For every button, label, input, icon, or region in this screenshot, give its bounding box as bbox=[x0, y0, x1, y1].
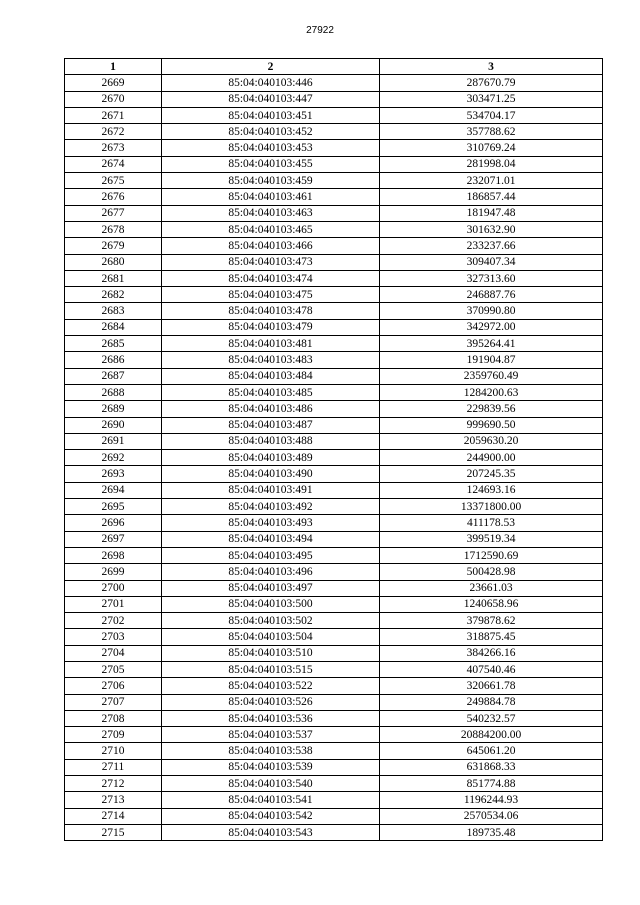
value-cell: 500428.98 bbox=[380, 564, 603, 580]
cadastral-number-cell: 85:04:040103:452 bbox=[162, 124, 380, 140]
table-row bbox=[65, 336, 603, 352]
row-number-cell: 2681 bbox=[65, 270, 162, 286]
row-number-cell: 2696 bbox=[65, 515, 162, 531]
table-header-row bbox=[65, 59, 603, 75]
row-number-cell: 2704 bbox=[65, 645, 162, 661]
table-row bbox=[65, 254, 603, 270]
table-row bbox=[65, 824, 603, 840]
column-header-2: 2 bbox=[162, 59, 380, 75]
cadastral-number-cell: 85:04:040103:543 bbox=[162, 824, 380, 840]
row-number-cell: 2698 bbox=[65, 547, 162, 563]
cadastral-number-cell: 85:04:040103:485 bbox=[162, 384, 380, 400]
table-row bbox=[65, 91, 603, 107]
table-body bbox=[65, 75, 603, 841]
value-cell: 310769.24 bbox=[380, 140, 603, 156]
cadastral-number-cell: 85:04:040103:541 bbox=[162, 792, 380, 808]
table-row bbox=[65, 221, 603, 237]
row-number-cell: 2692 bbox=[65, 450, 162, 466]
value-cell: 318875.45 bbox=[380, 629, 603, 645]
table-row bbox=[65, 580, 603, 596]
table-row bbox=[65, 75, 603, 91]
data-table bbox=[64, 58, 603, 841]
row-number-cell: 2687 bbox=[65, 368, 162, 384]
table-row bbox=[65, 352, 603, 368]
cadastral-number-cell: 85:04:040103:466 bbox=[162, 238, 380, 254]
table-row bbox=[65, 808, 603, 824]
table-row bbox=[65, 629, 603, 645]
value-cell: 399519.34 bbox=[380, 531, 603, 547]
row-number-cell: 2706 bbox=[65, 678, 162, 694]
row-number-cell: 2694 bbox=[65, 482, 162, 498]
page-number: 27922 bbox=[306, 25, 334, 36]
cadastral-number-cell: 85:04:040103:481 bbox=[162, 336, 380, 352]
table-row bbox=[65, 596, 603, 612]
table-row bbox=[65, 173, 603, 189]
row-number-cell: 2679 bbox=[65, 238, 162, 254]
row-number-cell: 2714 bbox=[65, 808, 162, 824]
row-number-cell: 2703 bbox=[65, 629, 162, 645]
value-cell: 124693.16 bbox=[380, 482, 603, 498]
row-number-cell: 2709 bbox=[65, 727, 162, 743]
row-number-cell: 2670 bbox=[65, 91, 162, 107]
cadastral-number-cell: 85:04:040103:495 bbox=[162, 547, 380, 563]
table-row bbox=[65, 678, 603, 694]
row-number-cell: 2672 bbox=[65, 124, 162, 140]
row-number-cell: 2674 bbox=[65, 156, 162, 172]
row-number-cell: 2701 bbox=[65, 596, 162, 612]
row-number-cell: 2713 bbox=[65, 792, 162, 808]
row-number-cell: 2693 bbox=[65, 466, 162, 482]
cadastral-number-cell: 85:04:040103:451 bbox=[162, 107, 380, 123]
value-cell: 249884.78 bbox=[380, 694, 603, 710]
value-cell: 13371800.00 bbox=[380, 499, 603, 515]
cadastral-number-cell: 85:04:040103:474 bbox=[162, 270, 380, 286]
table-row bbox=[65, 613, 603, 629]
row-number-cell: 2673 bbox=[65, 140, 162, 156]
cadastral-number-cell: 85:04:040103:488 bbox=[162, 433, 380, 449]
value-cell: 303471.25 bbox=[380, 91, 603, 107]
table-row bbox=[65, 547, 603, 563]
cadastral-number-cell: 85:04:040103:500 bbox=[162, 596, 380, 612]
table-row bbox=[65, 645, 603, 661]
cadastral-number-cell: 85:04:040103:484 bbox=[162, 368, 380, 384]
value-cell: 342972.00 bbox=[380, 319, 603, 335]
cadastral-number-cell: 85:04:040103:537 bbox=[162, 727, 380, 743]
value-cell: 645061.20 bbox=[380, 743, 603, 759]
cadastral-number-cell: 85:04:040103:453 bbox=[162, 140, 380, 156]
cadastral-number-cell: 85:04:040103:465 bbox=[162, 221, 380, 237]
row-number-cell: 2680 bbox=[65, 254, 162, 270]
table-row bbox=[65, 450, 603, 466]
row-number-cell: 2675 bbox=[65, 173, 162, 189]
cadastral-number-cell: 85:04:040103:493 bbox=[162, 515, 380, 531]
value-cell: 2359760.49 bbox=[380, 368, 603, 384]
table-row bbox=[65, 792, 603, 808]
cadastral-number-cell: 85:04:040103:489 bbox=[162, 450, 380, 466]
cadastral-number-cell: 85:04:040103:461 bbox=[162, 189, 380, 205]
row-number-cell: 2695 bbox=[65, 499, 162, 515]
value-cell: 1196244.93 bbox=[380, 792, 603, 808]
row-number-cell: 2677 bbox=[65, 205, 162, 221]
table-row bbox=[65, 107, 603, 123]
value-cell: 534704.17 bbox=[380, 107, 603, 123]
value-cell: 246887.76 bbox=[380, 287, 603, 303]
row-number-cell: 2669 bbox=[65, 75, 162, 91]
value-cell: 631868.33 bbox=[380, 759, 603, 775]
value-cell: 186857.44 bbox=[380, 189, 603, 205]
row-number-cell: 2682 bbox=[65, 287, 162, 303]
cadastral-number-cell: 85:04:040103:510 bbox=[162, 645, 380, 661]
cadastral-number-cell: 85:04:040103:542 bbox=[162, 808, 380, 824]
table-row bbox=[65, 776, 603, 792]
table-row bbox=[65, 727, 603, 743]
value-cell: 407540.46 bbox=[380, 661, 603, 677]
cadastral-number-cell: 85:04:040103:502 bbox=[162, 613, 380, 629]
value-cell: 233237.66 bbox=[380, 238, 603, 254]
table-row bbox=[65, 368, 603, 384]
value-cell: 851774.88 bbox=[380, 776, 603, 792]
cadastral-number-cell: 85:04:040103:490 bbox=[162, 466, 380, 482]
value-cell: 2570534.06 bbox=[380, 808, 603, 824]
table-row bbox=[65, 466, 603, 482]
value-cell: 384266.16 bbox=[380, 645, 603, 661]
row-number-cell: 2708 bbox=[65, 710, 162, 726]
value-cell: 189735.48 bbox=[380, 824, 603, 840]
value-cell: 191904.87 bbox=[380, 352, 603, 368]
table-row bbox=[65, 319, 603, 335]
table-row bbox=[65, 531, 603, 547]
row-number-cell: 2712 bbox=[65, 776, 162, 792]
value-cell: 1284200.63 bbox=[380, 384, 603, 400]
cadastral-number-cell: 85:04:040103:540 bbox=[162, 776, 380, 792]
cadastral-number-cell: 85:04:040103:536 bbox=[162, 710, 380, 726]
cadastral-number-cell: 85:04:040103:497 bbox=[162, 580, 380, 596]
column-header-1: 1 bbox=[65, 59, 162, 75]
table-row bbox=[65, 238, 603, 254]
row-number-cell: 2678 bbox=[65, 221, 162, 237]
cadastral-number-cell: 85:04:040103:483 bbox=[162, 352, 380, 368]
value-cell: 207245.35 bbox=[380, 466, 603, 482]
table-row bbox=[65, 694, 603, 710]
cadastral-number-cell: 85:04:040103:487 bbox=[162, 417, 380, 433]
table-row bbox=[65, 499, 603, 515]
cadastral-number-cell: 85:04:040103:491 bbox=[162, 482, 380, 498]
value-cell: 23661.03 bbox=[380, 580, 603, 596]
row-number-cell: 2684 bbox=[65, 319, 162, 335]
row-number-cell: 2688 bbox=[65, 384, 162, 400]
value-cell: 309407.34 bbox=[380, 254, 603, 270]
value-cell: 1712590.69 bbox=[380, 547, 603, 563]
value-cell: 244900.00 bbox=[380, 450, 603, 466]
value-cell: 411178.53 bbox=[380, 515, 603, 531]
value-cell: 320661.78 bbox=[380, 678, 603, 694]
table-row bbox=[65, 564, 603, 580]
value-cell: 999690.50 bbox=[380, 417, 603, 433]
table-row bbox=[65, 287, 603, 303]
value-cell: 1240658.96 bbox=[380, 596, 603, 612]
table-row bbox=[65, 303, 603, 319]
cadastral-number-cell: 85:04:040103:492 bbox=[162, 499, 380, 515]
table-row bbox=[65, 743, 603, 759]
value-cell: 232071.01 bbox=[380, 173, 603, 189]
row-number-cell: 2676 bbox=[65, 189, 162, 205]
row-number-cell: 2707 bbox=[65, 694, 162, 710]
cadastral-number-cell: 85:04:040103:486 bbox=[162, 401, 380, 417]
cadastral-number-cell: 85:04:040103:455 bbox=[162, 156, 380, 172]
cadastral-number-cell: 85:04:040103:459 bbox=[162, 173, 380, 189]
value-cell: 357788.62 bbox=[380, 124, 603, 140]
cadastral-number-cell: 85:04:040103:479 bbox=[162, 319, 380, 335]
value-cell: 379878.62 bbox=[380, 613, 603, 629]
row-number-cell: 2689 bbox=[65, 401, 162, 417]
value-cell: 229839.56 bbox=[380, 401, 603, 417]
value-cell: 327313.60 bbox=[380, 270, 603, 286]
row-number-cell: 2690 bbox=[65, 417, 162, 433]
row-number-cell: 2686 bbox=[65, 352, 162, 368]
table-row bbox=[65, 417, 603, 433]
row-number-cell: 2700 bbox=[65, 580, 162, 596]
table-row bbox=[65, 661, 603, 677]
cadastral-number-cell: 85:04:040103:526 bbox=[162, 694, 380, 710]
row-number-cell: 2671 bbox=[65, 107, 162, 123]
value-cell: 287670.79 bbox=[380, 75, 603, 91]
row-number-cell: 2699 bbox=[65, 564, 162, 580]
row-number-cell: 2705 bbox=[65, 661, 162, 677]
cadastral-number-cell: 85:04:040103:478 bbox=[162, 303, 380, 319]
cadastral-number-cell: 85:04:040103:504 bbox=[162, 629, 380, 645]
cadastral-number-cell: 85:04:040103:473 bbox=[162, 254, 380, 270]
column-header-3: 3 bbox=[380, 59, 603, 75]
row-number-cell: 2691 bbox=[65, 433, 162, 449]
value-cell: 281998.04 bbox=[380, 156, 603, 172]
table-row bbox=[65, 124, 603, 140]
cadastral-number-cell: 85:04:040103:522 bbox=[162, 678, 380, 694]
cadastral-number-cell: 85:04:040103:539 bbox=[162, 759, 380, 775]
row-number-cell: 2715 bbox=[65, 824, 162, 840]
cadastral-number-cell: 85:04:040103:475 bbox=[162, 287, 380, 303]
table-row bbox=[65, 759, 603, 775]
table-row bbox=[65, 156, 603, 172]
row-number-cell: 2683 bbox=[65, 303, 162, 319]
row-number-cell: 2710 bbox=[65, 743, 162, 759]
table-row bbox=[65, 384, 603, 400]
table-row bbox=[65, 482, 603, 498]
table-row bbox=[65, 710, 603, 726]
table-row bbox=[65, 140, 603, 156]
value-cell: 370990.80 bbox=[380, 303, 603, 319]
cadastral-number-cell: 85:04:040103:463 bbox=[162, 205, 380, 221]
value-cell: 301632.90 bbox=[380, 221, 603, 237]
row-number-cell: 2702 bbox=[65, 613, 162, 629]
table-row bbox=[65, 205, 603, 221]
cadastral-number-cell: 85:04:040103:515 bbox=[162, 661, 380, 677]
cadastral-number-cell: 85:04:040103:446 bbox=[162, 75, 380, 91]
table-row bbox=[65, 270, 603, 286]
value-cell: 395264.41 bbox=[380, 336, 603, 352]
row-number-cell: 2697 bbox=[65, 531, 162, 547]
cadastral-number-cell: 85:04:040103:494 bbox=[162, 531, 380, 547]
value-cell: 20884200.00 bbox=[380, 727, 603, 743]
value-cell: 2059630.20 bbox=[380, 433, 603, 449]
row-number-cell: 2711 bbox=[65, 759, 162, 775]
cadastral-number-cell: 85:04:040103:447 bbox=[162, 91, 380, 107]
value-cell: 540232.57 bbox=[380, 710, 603, 726]
value-cell: 181947.48 bbox=[380, 205, 603, 221]
table-row bbox=[65, 401, 603, 417]
row-number-cell: 2685 bbox=[65, 336, 162, 352]
cadastral-number-cell: 85:04:040103:496 bbox=[162, 564, 380, 580]
table-row bbox=[65, 515, 603, 531]
table-row bbox=[65, 189, 603, 205]
table-row bbox=[65, 433, 603, 449]
cadastral-number-cell: 85:04:040103:538 bbox=[162, 743, 380, 759]
